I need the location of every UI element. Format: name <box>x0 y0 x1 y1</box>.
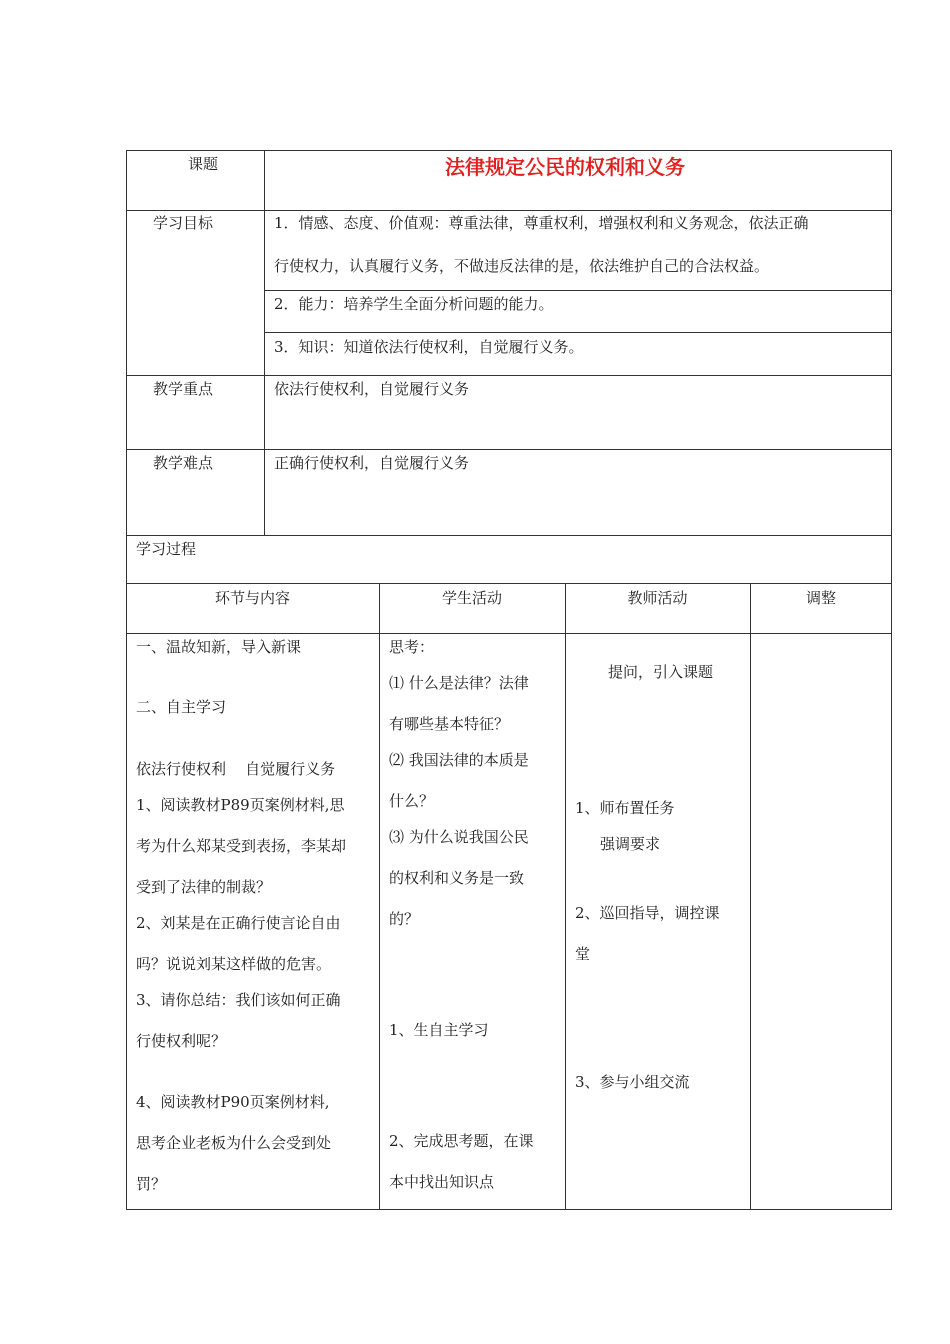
teacher-line: 1、师布置任务 <box>575 799 675 817</box>
process-label: 学习过程 <box>136 540 197 558</box>
column-header-teacher: 教师活动 <box>627 589 688 607</box>
key-point-text: 依法行使权利，自觉履行义务 <box>274 380 470 398</box>
teacher-line: 堂 <box>575 945 591 963</box>
teacher-line: 2、巡回指导，调控课 <box>575 904 720 922</box>
page-title: 法律规定公民的权利和义务 <box>445 155 685 179</box>
objective-3: 3．知识：知道依法行使权利，自觉履行义务。 <box>274 338 584 356</box>
objectives-label: 学习目标 <box>153 214 214 232</box>
content-line: 考为什么郑某受到表扬，李某却 <box>136 837 347 855</box>
content-line: 吗？说说刘某这样做的危害。 <box>136 955 332 973</box>
objective-1-line-1: 1．情感、态度、价值观：尊重法律，尊重权利，增强权利和义务观念，依法正确 <box>274 214 809 232</box>
teacher-line: 3、参与小组交流 <box>575 1073 690 1091</box>
content-line: 3、请你总结：我们该如何正确 <box>136 991 341 1009</box>
content-line: 受到了法律的制裁？ <box>136 878 272 896</box>
student-line: 的？ <box>389 910 420 928</box>
student-line: 思考： <box>389 638 435 656</box>
content-line: 依法行使权利 自觉履行义务 <box>136 760 336 778</box>
student-line: 有哪些基本特征？ <box>389 715 510 733</box>
content-line: 二、自主学习 <box>136 698 227 716</box>
content-line: 4、阅读教材P90页案例材料, <box>136 1093 330 1111</box>
student-line: ⑶ 为什么说我国公民 <box>389 828 529 846</box>
column-header-adjust: 调整 <box>805 589 836 607</box>
student-line: 1、生自主学习 <box>389 1021 489 1039</box>
difficult-point-text: 正确行使权利，自觉履行义务 <box>274 454 470 472</box>
key-point-label: 教学重点 <box>153 380 214 398</box>
student-line: 本中找出知识点 <box>389 1173 495 1191</box>
content-line: 行使权利呢？ <box>136 1032 227 1050</box>
teacher-line: 强调要求 <box>600 835 661 853</box>
row-divider <box>126 449 892 450</box>
teacher-line: 提问，引入课题 <box>608 663 714 681</box>
student-line: ⑵ 我国法律的本质是 <box>389 751 529 769</box>
row-divider <box>126 375 892 376</box>
objective-2: 2．能力：培养学生全面分析问题的能力。 <box>274 295 554 313</box>
student-line: 的权利和义务是一致 <box>389 869 525 887</box>
col-divider <box>379 583 380 1210</box>
objective-1-line-2: 行使权力，认真履行义务，不做违反法律的是，依法维护自己的合法权益。 <box>274 257 770 275</box>
row-divider <box>126 633 892 634</box>
difficult-point-label: 教学难点 <box>153 454 214 472</box>
student-line: ⑴ 什么是法律？法律 <box>389 674 529 692</box>
row-divider <box>264 290 892 291</box>
row-divider <box>264 332 892 333</box>
topic-label: 课题 <box>188 155 219 173</box>
row-divider <box>126 583 892 584</box>
content-line: 一、温故知新，导入新课 <box>136 638 302 656</box>
row-divider <box>126 210 892 211</box>
content-line: 1、阅读教材P89页案例材料,思 <box>136 796 345 814</box>
column-header-student: 学生活动 <box>441 589 502 607</box>
student-line: 什么？ <box>389 792 435 810</box>
content-line: 罚？ <box>136 1175 167 1193</box>
content-line: 2、刘某是在正确行使言论自由 <box>136 914 341 932</box>
row-divider <box>126 535 892 536</box>
content-line: 思考企业老板为什么会受到处 <box>136 1134 332 1152</box>
col-divider <box>750 583 751 1210</box>
col-divider <box>264 150 265 535</box>
column-header-content: 环节与内容 <box>214 589 290 607</box>
col-divider <box>565 583 566 1210</box>
student-line: 2、完成思考题，在课 <box>389 1132 534 1150</box>
